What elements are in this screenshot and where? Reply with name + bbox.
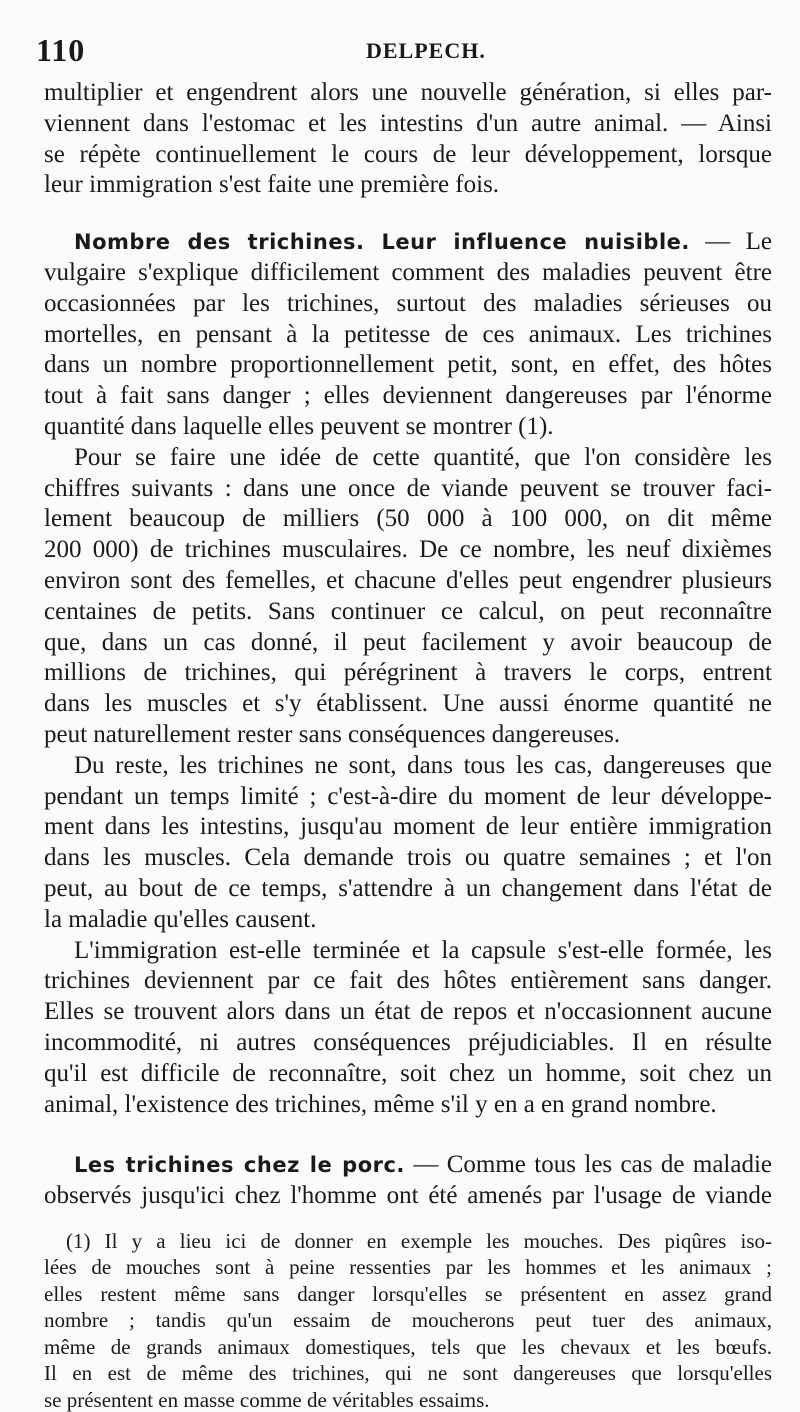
text-line: mortelles, en pensant à la petitesse de ces animaux. Les trichines — [44, 320, 772, 348]
text-line: observés jusqu'ici chez l'homme ont été amenés par l'usage de viande — [44, 1182, 772, 1210]
text-line: environ sont des femelles, et chacune d'elles peut engendrer plusieurs — [44, 566, 772, 594]
text-line: vulgaire s'explique difficilement comment des maladies peuvent être — [44, 258, 772, 286]
text-line: leur immigration s'est faite une première fois. — [44, 171, 500, 199]
text-line: ment dans les intestins, jusqu'au moment de leur entière immigration — [44, 813, 772, 841]
footnote — [44, 1228, 772, 1412]
paragraph-6 — [44, 1150, 772, 1212]
page-body — [44, 78, 772, 1412]
paragraph-2 — [44, 227, 772, 443]
text-line: occasionnées par les trichines, surtout des maladies sérieuses ou — [44, 289, 772, 317]
text-line — [44, 227, 772, 258]
text-line: peut, au bout de ce temps, s'attendre à un changement dans l'état de — [44, 874, 772, 902]
text-line: dans un nombre proportionnellement petit, sont, en effet, des hôtes — [44, 351, 772, 379]
text-line: 200 000) de trichines musculaires. De ce nombre, les neuf dixièmes — [44, 536, 772, 564]
text-line: chiffres suivants : dans une once de viande peuvent se trouver faci- — [44, 474, 772, 502]
text-line: centaines de petits. Sans continuer ce calcul, on peut reconnaître — [44, 597, 772, 625]
footnote-line: lées de mouches sont à peine ressenties par les hommes et les animaux ; — [44, 1255, 772, 1280]
text-line: dans les muscles et s'y établissent. Une aussi énorme quantité ne — [44, 690, 772, 718]
text-line: pendant un temps limité ; c'est-à-dire du moment de leur développe- — [44, 782, 772, 810]
section-title-porc: Les trichines chez le porc. — [74, 1153, 405, 1178]
footnote-line: même de grands animaux domestiques, tels que les chevaux et les bœufs. — [44, 1334, 772, 1359]
text-line: se répète continuellement le cours de leur développement, lorsque — [44, 140, 772, 168]
paragraph-4 — [44, 751, 772, 936]
text-run: — Le — [689, 228, 772, 256]
text-line: tout à fait sans danger ; elles deviennent dangereuses par l'énorme — [44, 382, 772, 410]
text-line — [44, 1150, 772, 1181]
text-line: incommodité, ni autres conséquences préjudiciables. Il en résulte — [44, 1028, 772, 1056]
footnote-line: Il en est de même des trichines, qui ne sont dangereuses que lorsqu'elles — [44, 1361, 772, 1386]
text-line: viennent dans l'estomac et les intestins d'un autre animal. — Ainsi — [44, 109, 772, 137]
text-line: peut naturellement rester sans conséquences dangereuses. — [44, 720, 621, 748]
text-line: Du reste, les trichines ne sont, dans tous les cas, dangereuses que — [74, 751, 772, 779]
text-line: Pour se faire une idée de cette quantité, que l'on considère les — [74, 443, 772, 471]
text-line: dans les muscles. Cela demande trois ou quatre semaines ; et l'on — [44, 844, 772, 872]
text-run: — Comme tous les cas de maladie — [404, 1151, 772, 1179]
text-line: quantité dans laquelle elles peuvent se montrer (1). — [44, 412, 554, 440]
text-line: millions de trichines, qui pérégrinent à travers le corps, entrent — [44, 659, 772, 687]
footnote-line: elles restent même sans danger lorsqu'elles se présentent en assez grand — [44, 1281, 772, 1306]
text-line: Elles se trouvent alors dans un état de repos et n'occasionnent aucune — [44, 998, 772, 1026]
page-number: 110 — [36, 32, 86, 68]
footnote-line: se présentent en masse comme de véritables essaims. — [44, 1387, 490, 1412]
text-line: multiplier et engendrent alors une nouvelle génération, si elles par- — [44, 79, 772, 106]
paragraph-1 — [44, 78, 772, 201]
running-head: DELPECH. — [366, 38, 486, 63]
text-line: trichines deviennent par ce fait des hôtes entièrement sans danger. — [44, 967, 772, 995]
text-line: qu'il est difficile de reconnaître, soit chez un homme, soit chez un — [44, 1059, 772, 1087]
text-line: la maladie qu'elles causent. — [44, 905, 317, 933]
paragraph-3 — [44, 443, 772, 751]
paragraph-5 — [44, 936, 772, 1121]
footnote-line: nombre ; tandis qu'un essaim de moucherons peut tuer des animaux, — [44, 1308, 772, 1333]
footnote-line: (1) Il y a lieu ici de donner en exemple les mouches. Des piqûres iso- — [66, 1228, 772, 1253]
page-header — [36, 32, 786, 66]
text-line: animal, l'existence des trichines, même s'il y en a en grand nombre. — [44, 1090, 717, 1118]
text-line: lement beaucoup de milliers (50 000 à 100 000, on dit même — [44, 505, 772, 533]
section-title-nombre: Nombre des trichines. Leur influence nuisible. — [74, 230, 690, 255]
text-line: que, dans un cas donné, il peut facilement y avoir beaucoup de — [44, 628, 772, 656]
text-line: L'immigration est-elle terminée et la capsule s'est-elle formée, les — [74, 936, 772, 964]
